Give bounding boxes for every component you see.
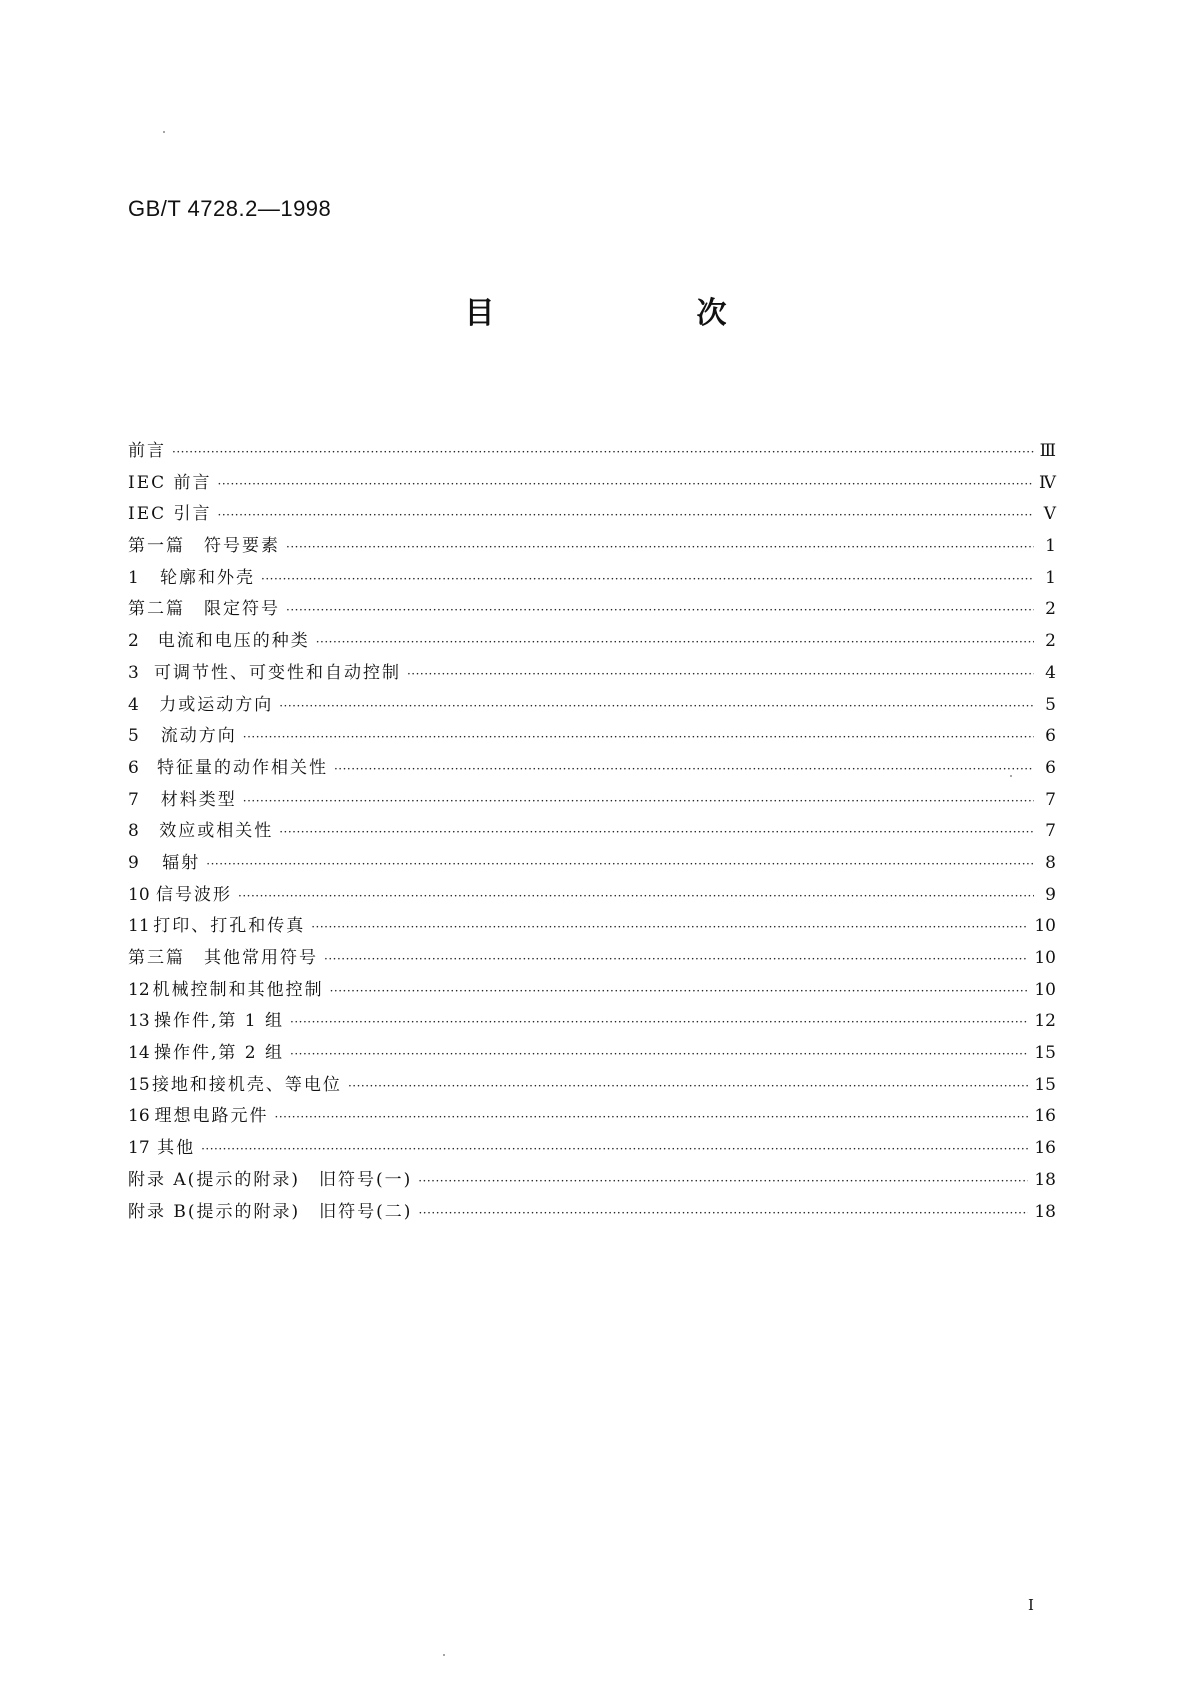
toc-entry-number: 1 xyxy=(128,567,139,588)
toc-entry-section-4[interactable] xyxy=(128,690,1056,722)
toc-entry-label: 机械控制和其他控制 xyxy=(152,979,324,1000)
dot-leader xyxy=(279,825,1034,839)
toc-entry-section-16[interactable] xyxy=(128,1101,1056,1133)
toc-entry-page: Ⅳ xyxy=(1039,472,1056,493)
toc-entry-section-8[interactable] xyxy=(128,816,1056,848)
toc-entry-section-9[interactable] xyxy=(128,848,1056,880)
dot-leader xyxy=(290,1047,1028,1061)
toc-entry-number: 5 xyxy=(128,726,139,747)
toc-entry-page: 1 xyxy=(1045,536,1056,557)
toc-entry-section-15[interactable] xyxy=(128,1070,1056,1102)
dot-leader xyxy=(418,1174,1028,1188)
dot-leader xyxy=(218,508,1034,522)
toc-entry-part-2[interactable] xyxy=(128,594,1056,626)
dot-leader xyxy=(286,540,1034,554)
toc-entry-page: 6 xyxy=(1045,726,1056,747)
toc-entry-number: 2 xyxy=(128,631,139,652)
dot-leader xyxy=(348,1079,1028,1093)
toc-entry-label: 前言 xyxy=(128,441,166,461)
toc-entry-page: 4 xyxy=(1045,662,1056,683)
toc-entry-page: 18 xyxy=(1034,1169,1056,1190)
dot-leader xyxy=(279,699,1034,713)
toc-entry-number: 3 xyxy=(128,662,139,683)
dot-leader xyxy=(334,762,1034,776)
toc-entry-iec-foreword[interactable] xyxy=(128,468,1056,500)
dot-leader xyxy=(316,635,1034,649)
toc-entry-label: 特征量的动作相关性 xyxy=(156,757,328,778)
dot-leader xyxy=(311,920,1028,934)
scan-speck xyxy=(163,131,165,133)
toc-entry-page: 8 xyxy=(1045,852,1056,873)
toc-entry-number: 7 xyxy=(128,789,139,810)
toc-entry-page: 6 xyxy=(1045,757,1056,778)
toc-entry-section-3[interactable] xyxy=(128,658,1056,690)
toc-entry-label: 其他 xyxy=(157,1138,196,1159)
dot-leader xyxy=(286,603,1034,617)
toc-entry-section-14[interactable] xyxy=(128,1038,1056,1070)
toc-entry-label: 效应或相关性 xyxy=(159,821,274,842)
toc-entry-number: 14 xyxy=(128,1043,150,1064)
toc-entry-page: 5 xyxy=(1045,694,1056,715)
toc-entry-foreword[interactable] xyxy=(128,436,1056,468)
toc-entry-section-17[interactable] xyxy=(128,1133,1056,1165)
toc-entry-section-2[interactable] xyxy=(128,626,1056,658)
toc-entry-label: 辐射 xyxy=(162,852,201,873)
toc-entry-number: 11 xyxy=(128,916,150,937)
dot-leader xyxy=(330,984,1029,998)
toc-entry-section-10[interactable] xyxy=(128,880,1056,912)
toc-entry-appendix-b[interactable] xyxy=(128,1197,1056,1229)
dot-leader xyxy=(407,667,1034,681)
toc-entry-label: 轮廓和外壳 xyxy=(160,567,255,588)
page-number: I xyxy=(1028,1596,1034,1614)
toc-entry-page: 15 xyxy=(1034,1074,1056,1095)
toc-entry-label: IEC 引言 xyxy=(128,504,212,525)
toc-entry-section-11[interactable] xyxy=(128,911,1056,943)
toc-entry-page: 1 xyxy=(1045,567,1056,588)
toc-entry-number: 17 xyxy=(128,1138,150,1159)
toc-entry-page: 9 xyxy=(1045,884,1056,905)
toc-entry-page: 10 xyxy=(1034,916,1056,937)
toc-entry-section-12[interactable] xyxy=(128,975,1056,1007)
toc-entry-label: 信号波形 xyxy=(156,884,232,905)
toc-entry-label: 材料类型 xyxy=(160,789,237,810)
toc-entry-section-6[interactable] xyxy=(128,753,1056,785)
toc-entry-number: 8 xyxy=(128,821,139,842)
toc-entry-number: 10 xyxy=(128,884,150,905)
toc-entry-label: IEC 前言 xyxy=(128,472,212,493)
toc-entry-iec-introduction[interactable] xyxy=(128,499,1056,531)
toc-entry-section-7[interactable] xyxy=(128,785,1056,817)
toc-entry-label: 第三篇 其他常用符号 xyxy=(128,948,318,968)
toc-entry-number: 15 xyxy=(128,1074,150,1095)
toc-entry-number: 9 xyxy=(128,852,139,873)
toc-entry-appendix-a[interactable] xyxy=(128,1165,1056,1197)
toc-entry-number: 16 xyxy=(128,1106,150,1127)
toc-entry-label: 电流和电压的种类 xyxy=(157,631,310,652)
toc-entry-page: 12 xyxy=(1034,1011,1056,1032)
toc-entry-label: 可调节性、可变性和自动控制 xyxy=(153,662,401,683)
toc-entry-label: 附录 B(提示的附录) 旧符号(二) xyxy=(128,1201,413,1222)
toc-entry-label: 流动方向 xyxy=(160,726,237,747)
toc-entry-label: 理想电路元件 xyxy=(154,1106,269,1127)
dot-leader xyxy=(218,477,1033,491)
dot-leader xyxy=(172,445,1034,459)
dot-leader xyxy=(243,730,1034,744)
dot-leader xyxy=(243,794,1034,808)
dot-leader xyxy=(418,1206,1028,1220)
dot-leader xyxy=(290,1015,1028,1029)
toc-entry-label: 附录 A(提示的附录) 旧符号(一) xyxy=(128,1169,413,1190)
toc-entry-label: 操作件,第 1 组 xyxy=(153,1011,284,1032)
toc-entry-page: 2 xyxy=(1045,631,1056,652)
toc-entry-page: 15 xyxy=(1034,1043,1056,1064)
toc-entry-page: Ⅴ xyxy=(1043,504,1056,525)
toc-entry-section-13[interactable] xyxy=(128,1006,1056,1038)
toc-entry-page: 16 xyxy=(1034,1106,1056,1127)
page-title: 目 次 xyxy=(464,296,813,331)
dot-leader xyxy=(324,952,1028,966)
toc-entry-page: 2 xyxy=(1045,599,1056,620)
toc-entry-section-5[interactable] xyxy=(128,721,1056,753)
toc-entry-label: 第二篇 限定符号 xyxy=(128,599,280,620)
toc-entry-label: 第一篇 符号要素 xyxy=(128,536,280,557)
toc-entry-label: 力或运动方向 xyxy=(159,694,274,715)
toc-entry-label: 操作件,第 2 组 xyxy=(153,1043,284,1064)
toc-entry-section-1[interactable] xyxy=(128,563,1056,595)
dot-leader xyxy=(206,857,1034,871)
toc-entry-page: 7 xyxy=(1045,821,1056,842)
toc-entry-page: 18 xyxy=(1034,1201,1056,1222)
standard-code: GB/T 4728.2—1998 xyxy=(128,196,332,221)
toc-entry-page: 10 xyxy=(1034,979,1056,1000)
table-of-contents xyxy=(128,436,1056,1228)
toc-entry-page: Ⅲ xyxy=(1039,441,1056,461)
dot-leader xyxy=(201,1142,1028,1156)
scan-speck xyxy=(443,1654,445,1656)
toc-entry-part-1[interactable] xyxy=(128,531,1056,563)
toc-entry-number: 13 xyxy=(128,1011,150,1032)
toc-entry-number: 4 xyxy=(128,694,139,715)
toc-entry-number: 12 xyxy=(128,979,150,1000)
dot-leader xyxy=(261,572,1034,586)
toc-entry-number: 6 xyxy=(128,757,139,778)
toc-entry-part-3[interactable] xyxy=(128,943,1056,975)
scan-speck xyxy=(1010,775,1012,777)
toc-entry-label: 接地和接机壳、等电位 xyxy=(151,1074,342,1095)
dot-leader xyxy=(238,889,1034,903)
toc-entry-page: 7 xyxy=(1045,789,1056,810)
toc-entry-label: 打印、打孔和传真 xyxy=(153,916,306,937)
toc-entry-page: 16 xyxy=(1034,1138,1056,1159)
dot-leader xyxy=(275,1110,1029,1124)
toc-entry-page: 10 xyxy=(1034,948,1056,968)
